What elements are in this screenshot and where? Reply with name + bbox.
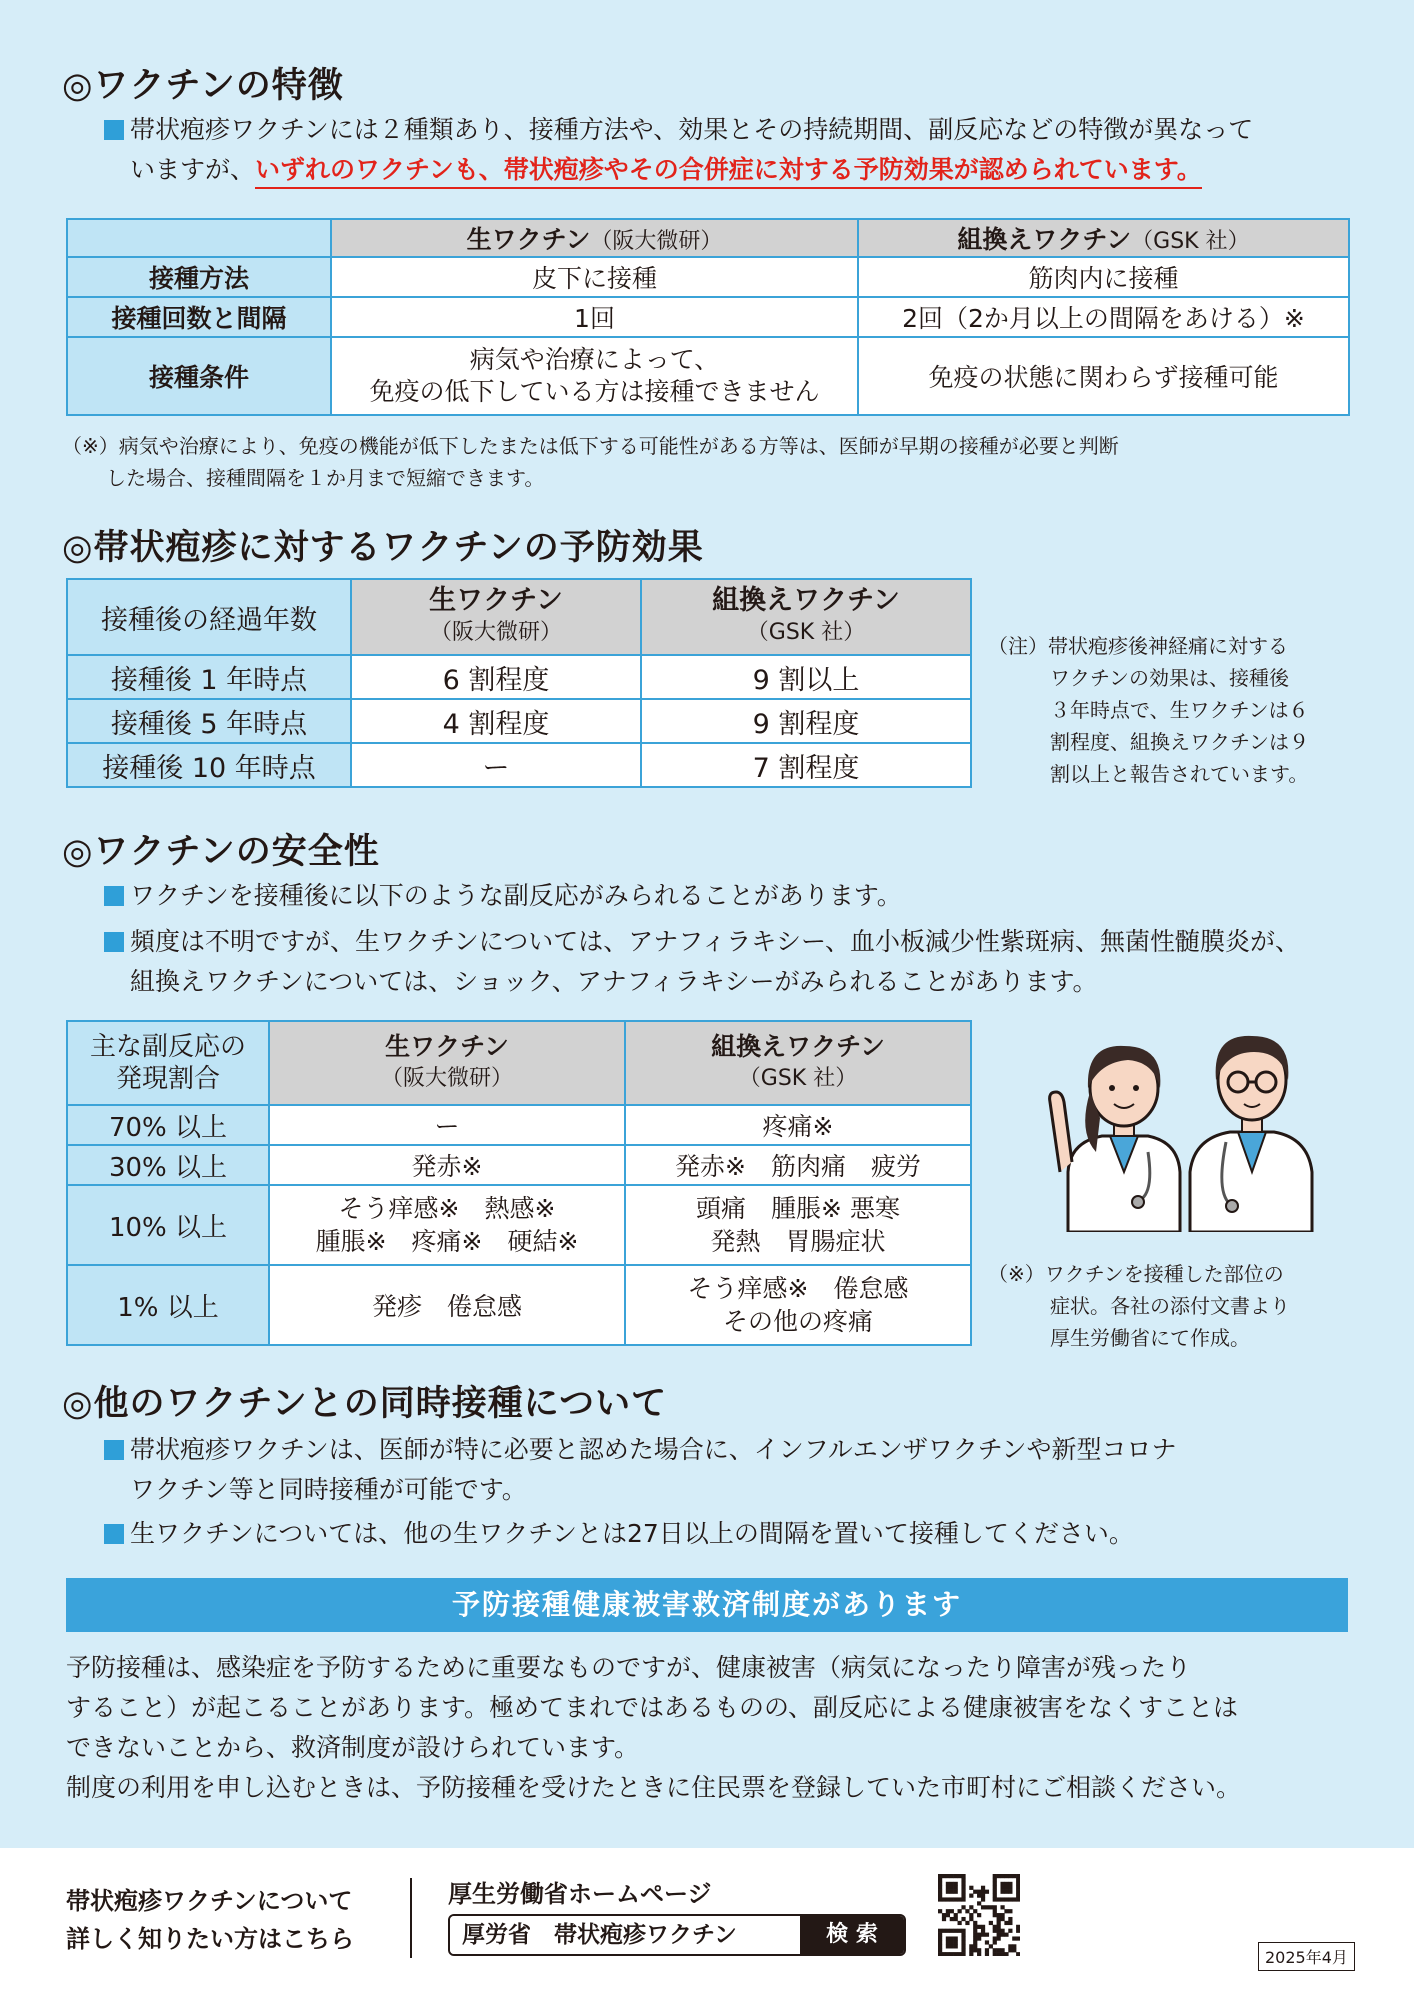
section-heading-features: ◎ワクチンの特徴 [62, 66, 344, 106]
efficacy-table [66, 578, 972, 788]
row-label: 接種方法 [67, 257, 331, 297]
row-label: 10% 以上 [67, 1185, 269, 1265]
table-cell: 皮下に接種 [331, 257, 858, 297]
footer [0, 1848, 1414, 2000]
bullet-square-icon [104, 932, 124, 952]
qr-code-icon[interactable] [938, 1874, 1020, 1956]
table-corner [67, 219, 331, 257]
row-label: 接種後 10 年時点 [67, 743, 351, 787]
table-cell: 9 割程度 [641, 699, 971, 743]
date-badge: 2025年4月 [1258, 1942, 1355, 1971]
features-footnote: （※）病気や治療により、免疫の機能が低下したまたは低下する可能性がある方等は、医師が早期の接種が必要と判断 した場合、接種間隔を１か月まで短縮できます。 [62, 434, 1119, 490]
features-table [66, 218, 1350, 416]
row-label: 接種後 1 年時点 [67, 655, 351, 699]
footer-divider [410, 1878, 412, 1958]
section-heading-efficacy: ◎帯状疱疹に対するワクチンの予防効果 [62, 528, 704, 568]
bullet-square-icon [104, 1524, 124, 1544]
table-cell: 6 割程度 [351, 655, 641, 699]
col-header-live: 生ワクチン （阪大微研） [351, 579, 641, 655]
footer-info-text: 帯状疱疹ワクチンについて 詳しく知りたい方はこちら [66, 1887, 354, 1953]
row-label: 接種後 5 年時点 [67, 699, 351, 743]
footer-site-title: 厚生労働省ホームページ [448, 1880, 712, 1908]
male-doctor-icon [1190, 1036, 1312, 1232]
table-cell: 1回 [331, 297, 858, 337]
col-header-live: 生ワクチン （阪大微研） [269, 1021, 625, 1105]
side-effects-side-note: （※）ワクチンを接種した部位の 症状。各社の添付文書より 厚生労働省にて作成。 [988, 1262, 1290, 1350]
table-corner: 接種後の経過年数 [67, 579, 351, 655]
col-header-recombinant: 組換えワクチン（GSK 社） [858, 219, 1349, 257]
relief-paragraph: 予防接種は、感染症を予防するために重要なものですが、健康被害（病気になったり障害が残ったり すること）が起こることがあります。極めてまれではあるものの、副反応による健康被害をなくすことは できないことから、救済制度が設けられています。 制度の利用を申し込むときは、予防接種を受けたときに住民票を登録していた市町村にご相談ください。 [66, 1653, 1242, 1802]
bullet-square-icon [104, 1440, 124, 1460]
table-cell: 発赤※ [269, 1145, 625, 1185]
col-header-live: 生ワクチン（阪大微研） [331, 219, 858, 257]
section-heading-safety: ◎ワクチンの安全性 [62, 832, 380, 872]
simultaneous-paragraph: 帯状疱疹ワクチンは、医師が特に必要と認めた場合に、インフルエンザワクチンや新型コロナ ワクチン等と同時接種が可能です。 生ワクチンについては、他の生ワクチンとは27日以上の間隔を置いて接種してください。 [104, 1430, 1177, 1554]
relief-banner: 予防接種健康被害救済制度があります [66, 1578, 1348, 1632]
safety-paragraph: ワクチンを接種後に以下のような副反応がみられることがあります。 頻度は不明ですが、生ワクチンについては、アナフィラキシー、血小板減少性紫斑病、無菌性髄膜炎が、 組換えワクチンについては、ショック、アナフィラキシーがみられることがあります。 [104, 876, 1300, 1002]
table-cell: 4 割程度 [351, 699, 641, 743]
bullet-square-icon [104, 120, 124, 140]
search-box[interactable] [448, 1914, 906, 1956]
table-cell: 2回（2か月以上の間隔をあける）※ [858, 297, 1349, 337]
row-label: 1% 以上 [67, 1265, 269, 1345]
row-label: 70% 以上 [67, 1105, 269, 1145]
row-label: 30% 以上 [67, 1145, 269, 1185]
bullet-square-icon [104, 886, 124, 906]
table-cell: そう痒感※ 熱感※ 腫脹※ 疼痛※ 硬結※ [269, 1185, 625, 1265]
table-cell: 免疫の状態に関わらず接種可能 [858, 337, 1349, 415]
table-cell: ー [269, 1105, 625, 1145]
table-cell: 疼痛※ [625, 1105, 971, 1145]
table-cell: ー [351, 743, 641, 787]
side-effects-table [66, 1020, 972, 1346]
table-cell: 9 割以上 [641, 655, 971, 699]
table-cell: 7 割程度 [641, 743, 971, 787]
features-paragraph [104, 110, 1253, 190]
table-cell: 病気や治療によって、 免疫の低下している方は接種できません [331, 337, 858, 415]
doctors-illustration [1030, 1022, 1320, 1232]
col-header-recombinant: 組換えワクチン （GSK 社） [625, 1021, 971, 1105]
features-highlight: いずれのワクチンも、帯状疱疹やその合併症に対する予防効果が認められています。 [255, 155, 1202, 189]
table-cell: 頭痛 腫脹※ 悪寒 発熱 胃腸症状 [625, 1185, 971, 1265]
efficacy-side-note: （注）帯状疱疹後神経痛に対する ワクチンの効果は、接種後 ３年時点で、生ワクチンは６ 割程度、組換えワクチンは９ 割以上と報告されています。 [988, 634, 1309, 786]
search-input[interactable]: 厚労省 帯状疱疹ワクチン [450, 1916, 800, 1954]
col-header-recombinant: 組換えワクチン （GSK 社） [641, 579, 971, 655]
section-heading-simultaneous: ◎他のワクチンとの同時接種について [62, 1384, 668, 1424]
table-cell: そう痒感※ 倦怠感 その他の疼痛 [625, 1265, 971, 1345]
table-corner: 主な副反応の 発現割合 [67, 1021, 269, 1105]
features-line2-prefix: いますが、 [130, 155, 256, 184]
row-label: 接種条件 [67, 337, 331, 415]
female-doctor-icon [1050, 1046, 1180, 1232]
table-cell: 筋肉内に接種 [858, 257, 1349, 297]
search-button[interactable]: 検 索 [800, 1916, 904, 1954]
features-line1: 帯状疱疹ワクチンには２種類あり、接種方法や、効果とその持続期間、副反応などの特徴が異なって [130, 115, 1254, 144]
table-cell: 発赤※ 筋肉痛 疲労 [625, 1145, 971, 1185]
table-cell: 発疹 倦怠感 [269, 1265, 625, 1345]
row-label: 接種回数と間隔 [67, 297, 331, 337]
